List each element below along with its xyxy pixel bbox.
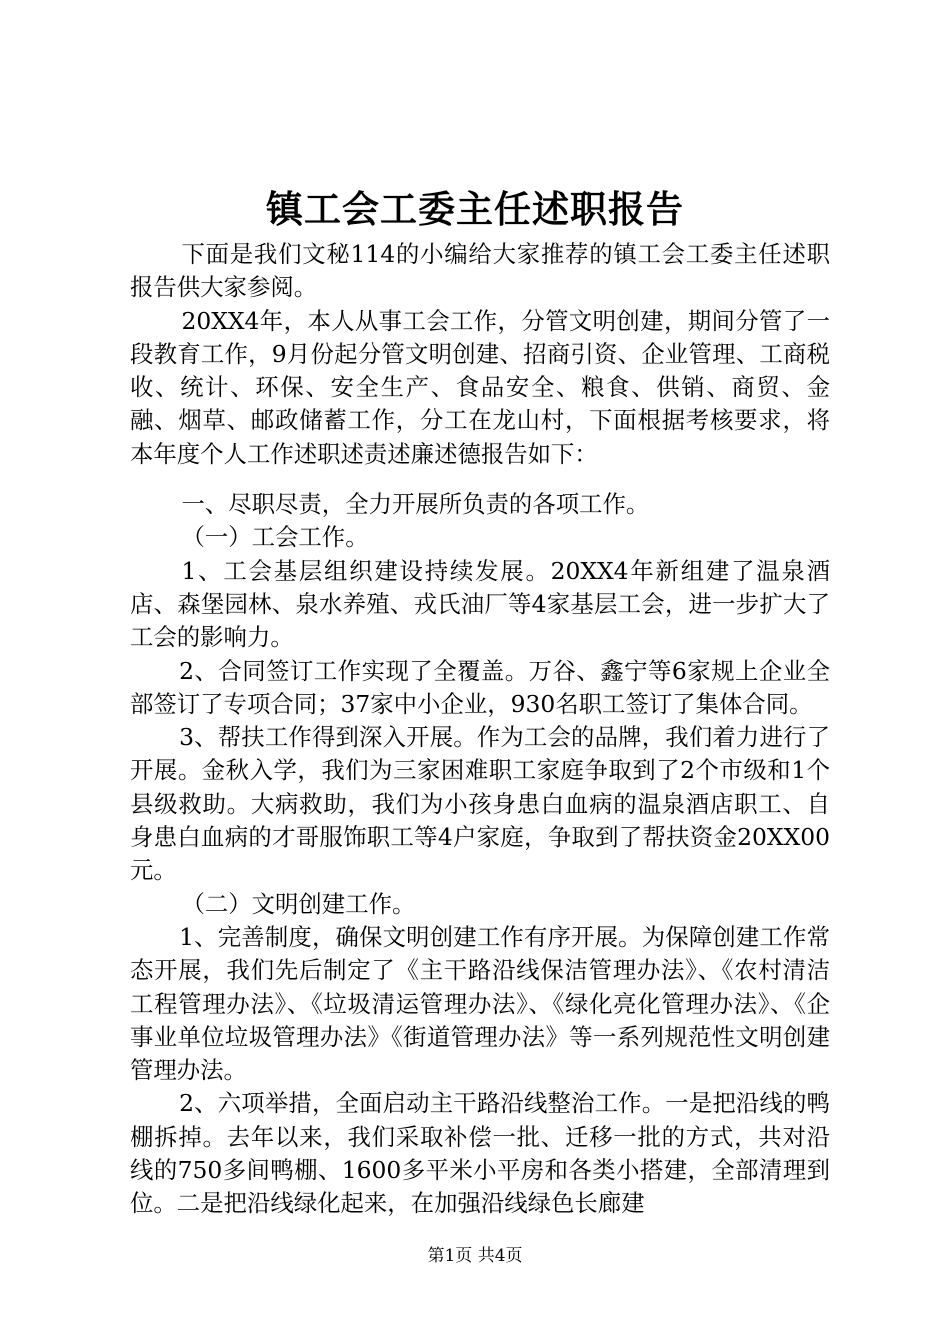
paragraph-civilization-1: 1、完善制度，确保文明创建工作有序开展。为保障创建工作常态开展，我们先后制定了《主干路沿线保洁管理办法》、《农村清洁工程管理办法》、《垃圾清运管理办法》、《绿化亮化管理办法》、《企事业单位垃圾管理办法》《街道管理办法》等一系列规范性文明创建管理办法。: [130, 922, 830, 1085]
section-heading-1: 一、尽职尽责，全力开展所负责的各项工作。: [181, 490, 650, 519]
paragraph-union-2: 2、合同签订工作实现了全覆盖。万谷、鑫宁等6家规上企业全部签订了专项合同；37家中小企业，930名职工签订了集体合同。: [130, 656, 830, 718]
paragraph-overview: 20XX4年，本人从事工会工作，分管文明创建，期间分管了一段教育工作，9月份起分管文明创建、招商引资、企业管理、工商税收、统计、环保、安全生产、食品安全、粮食、供销、商贸、金融、烟草、邮政储蓄工作，分工在龙山村，下面根据考核要求，将本年度个人工作述职述责述廉述德报告如下：: [130, 306, 830, 468]
paragraph-intro: 下面是我们文秘114的小编给大家推荐的镇工会工委主任述职报告供大家参阅。: [130, 240, 830, 302]
paragraph-civilization-2: 2、六项举措，全面启动主干路沿线整治工作。一是把沿线的鸭棚拆掉。去年以来，我们采取补偿一批、迁移一批的方式，共对沿线的750多间鸭棚、1600多平米小平房和各类小搭建，全部清理到位。二是把沿线绿化起来，在加强沿线绿色长廊建: [130, 1089, 830, 1218]
paragraph-union-3: 3、帮扶工作得到深入开展。作为工会的品牌，我们着力进行了开展。金秋入学，我们为三家困难职工家庭争取到了2个市级和1个县级救助。大病救助，我们为小孩身患白血病的温泉酒店职工、自身患白血病的才哥服饰职工等4户家庭，争取到了帮扶资金20XX00元。: [130, 723, 830, 885]
page-footer: 第1页 共4页: [427, 1246, 523, 1266]
subsection-heading-union: （一）工会工作。: [181, 523, 369, 552]
paragraph-union-1: 1、工会基层组织建设持续发展。20XX4年新组建了温泉酒店、森堡园林、泉水养殖、戎氏油厂等4家基层工会，进一步扩大了工会的影响力。: [130, 556, 830, 652]
document-body: [130, 238, 830, 1221]
document-title: 镇工会工委主任述职报告: [266, 187, 684, 231]
subsection-heading-civilization: （二）文明创建工作。: [181, 889, 416, 918]
